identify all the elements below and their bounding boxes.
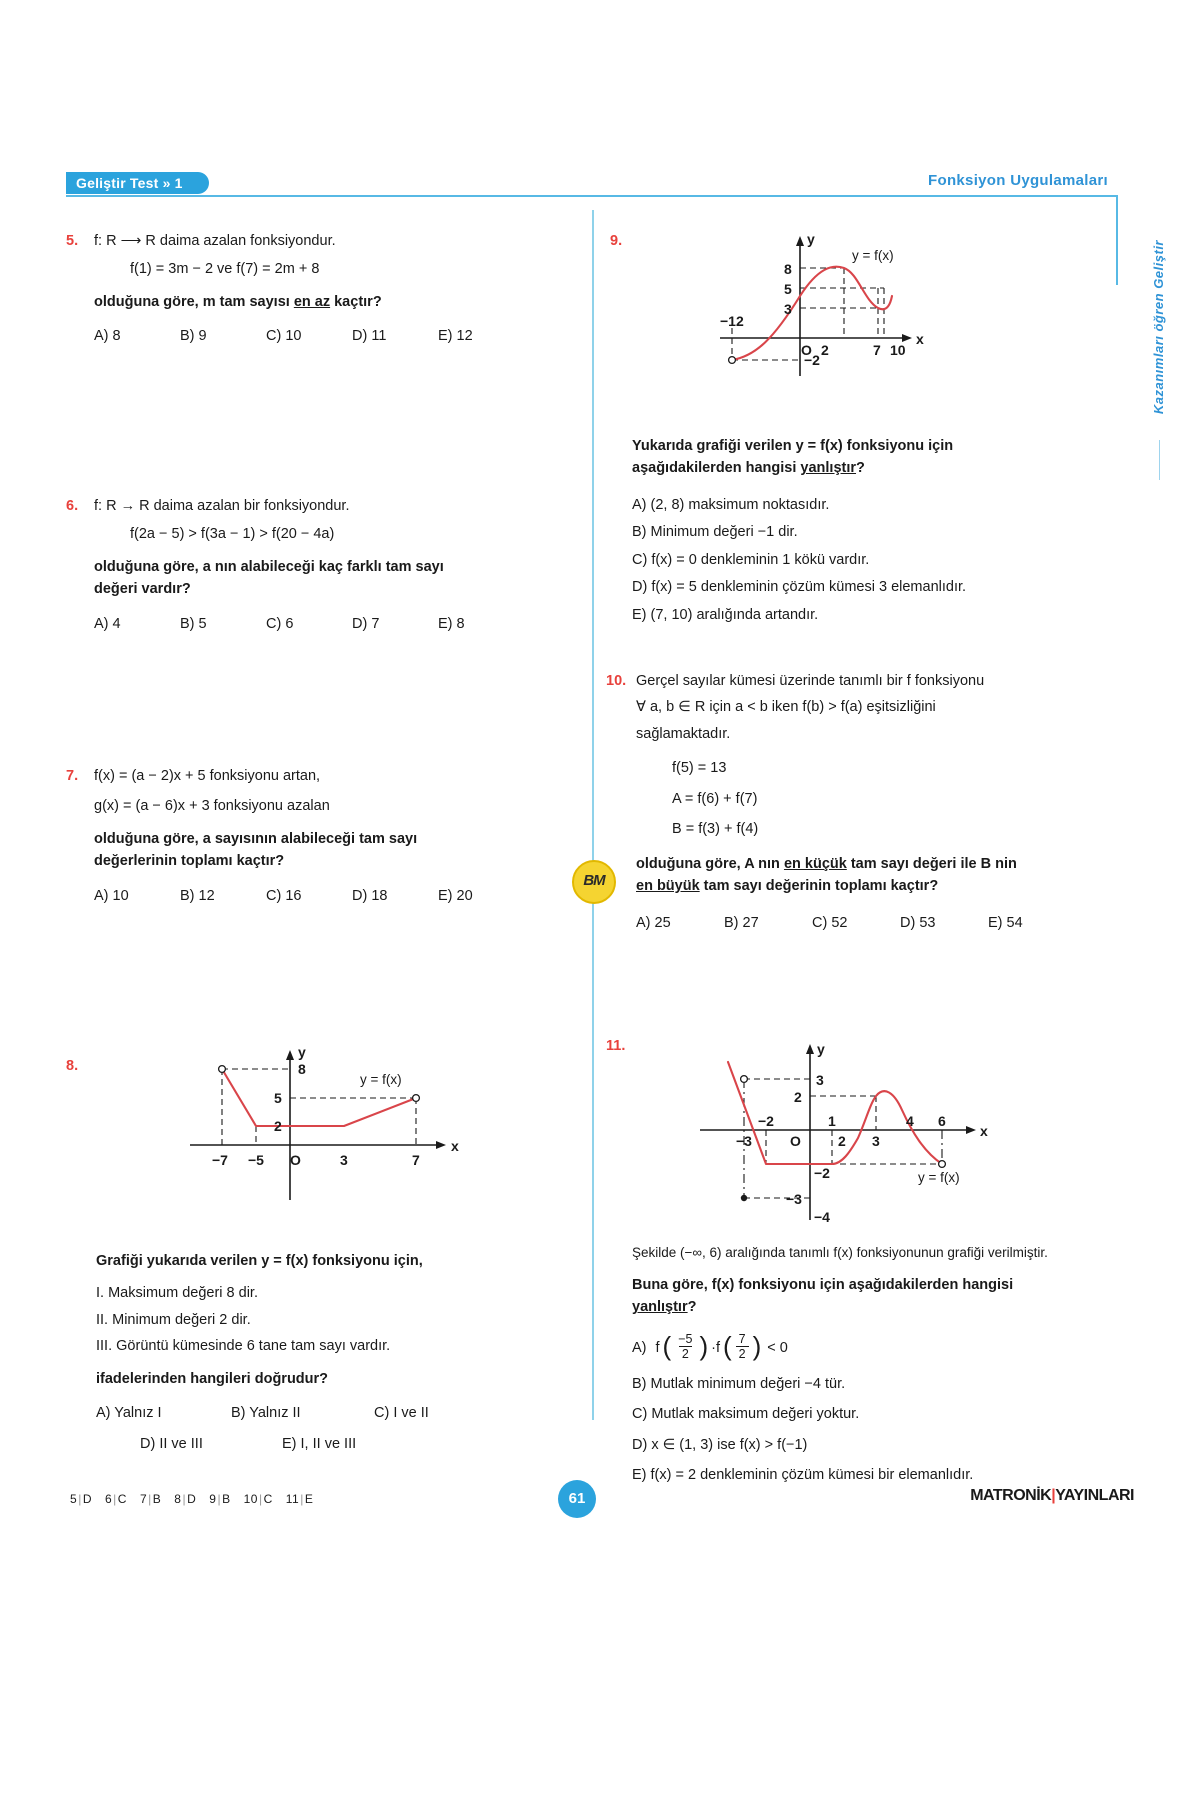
question-10-prompt-a: olduğuna göre, A nın bbox=[636, 855, 784, 872]
graph-9-y-axis-label: y bbox=[807, 231, 815, 247]
graph-9-ytick-8: 8 bbox=[784, 261, 792, 277]
question-7-option-d[interactable]: D) 18 bbox=[352, 887, 388, 904]
answer-key-item-9: 9|B bbox=[209, 1492, 231, 1506]
graph-9-function-label: y = f(x) bbox=[852, 248, 894, 263]
graph-9-xtick-7: 7 bbox=[873, 342, 881, 358]
graph-11-xtick-2: 2 bbox=[838, 1133, 846, 1149]
graph-11-x-axis-label: x bbox=[980, 1123, 988, 1139]
question-6 bbox=[66, 495, 566, 635]
question-5-option-c[interactable]: C) 10 bbox=[266, 328, 302, 345]
graph-9-ytick-5: 5 bbox=[784, 281, 792, 297]
question-11-fraction-2 bbox=[736, 1332, 749, 1362]
question-5-line-1: f: R ⟶ R daima azalan fonksiyondur. bbox=[94, 233, 336, 249]
graph-8-xtick-7: 7 bbox=[412, 1152, 420, 1168]
question-9-text bbox=[632, 435, 1052, 626]
question-8-option-b[interactable]: B) Yalnız II bbox=[231, 1405, 301, 1422]
chapter-title: Fonksiyon Uygulamaları bbox=[928, 172, 1108, 189]
question-10-eq-2: A = f(6) + f(7) bbox=[672, 790, 758, 807]
question-11-option-a-label: A) bbox=[632, 1339, 647, 1356]
question-11-option-a[interactable] bbox=[632, 1331, 1062, 1365]
question-11-option-a-fn1: f bbox=[655, 1339, 660, 1356]
question-11-stem-underline: yanlıştır bbox=[632, 1299, 688, 1316]
question-6-line-1: f: R → R daima azalan bir fonksiyondur. bbox=[94, 498, 350, 514]
graph-9-ytick-3: 3 bbox=[784, 301, 792, 317]
page-number: 61 bbox=[558, 1480, 596, 1518]
answer-key-q-10: 10 bbox=[243, 1492, 258, 1506]
answer-key-a-10: C bbox=[263, 1492, 273, 1506]
graph-8-xtick-3: 3 bbox=[340, 1152, 348, 1168]
question-10-option-a[interactable]: A) 25 bbox=[636, 914, 671, 931]
graph-8-function-label: y = f(x) bbox=[360, 1072, 402, 1087]
question-7-option-a[interactable]: A) 10 bbox=[94, 887, 129, 904]
question-6-number: 6. bbox=[66, 498, 79, 514]
question-11-options bbox=[632, 1331, 1062, 1487]
graph-11-xtick-1: 1 bbox=[828, 1113, 836, 1129]
graph-11-function-label: y = f(x) bbox=[918, 1170, 960, 1185]
question-9-option-d[interactable]: D) f(x) = 5 denkleminin çözüm kümesi 3 elemanlıdır. bbox=[632, 579, 967, 596]
paren-open-1-icon: ( bbox=[662, 1331, 672, 1362]
answer-key-item-8: 8|D bbox=[174, 1492, 197, 1506]
question-11-stem-post: ? bbox=[687, 1299, 697, 1316]
question-8-option-c[interactable]: C) I ve II bbox=[374, 1405, 429, 1422]
question-8-text bbox=[96, 1250, 576, 1455]
question-8-option-a[interactable]: A) Yalnız I bbox=[96, 1405, 162, 1422]
question-10-number: 10. bbox=[606, 673, 627, 689]
question-10-options bbox=[636, 912, 1066, 934]
question-9-stem-line-2 bbox=[632, 457, 1052, 479]
question-11-fraction-1 bbox=[675, 1332, 695, 1362]
fraction-2-numerator: 7 bbox=[738, 1331, 746, 1346]
paren-close-1-icon: ) bbox=[699, 1331, 709, 1362]
question-11-stem-bold bbox=[632, 1274, 1062, 1319]
question-11-option-c[interactable]: C) Mutlak maksimum değeri yoktur. bbox=[632, 1406, 860, 1423]
question-5-options bbox=[94, 325, 566, 347]
question-9-option-c[interactable]: C) f(x) = 0 denkleminin 1 kökü vardır. bbox=[632, 551, 870, 568]
question-7 bbox=[66, 765, 566, 907]
question-5-line-2: f(1) = 3m − 2 ve f(7) = 2m + 8 bbox=[130, 261, 320, 278]
answer-key-a-5: D bbox=[82, 1492, 92, 1506]
question-8-stem: Grafiği yukarıda verilen y = f(x) fonksiyonu için, bbox=[96, 1253, 423, 1269]
question-7-prompt-line-1: olduğuna göre, a sayısının alabileceği tam sayı bbox=[94, 830, 418, 847]
question-10-prompt-c: tam sayı değerinin toplamı kaçtır? bbox=[699, 878, 939, 895]
answer-key-item-6: 6|C bbox=[104, 1492, 127, 1506]
question-11-graph bbox=[690, 1030, 990, 1230]
answer-key-q-11: 11 bbox=[285, 1492, 300, 1506]
graph-11-axes bbox=[700, 1044, 976, 1220]
graph-11-svg bbox=[690, 1030, 990, 1230]
test-tab-label: Geliştir Test » 1 bbox=[66, 172, 209, 194]
publisher-brand bbox=[970, 1487, 1134, 1505]
question-10-option-d[interactable]: D) 53 bbox=[900, 914, 936, 931]
graph-8-origin-label: O bbox=[290, 1152, 301, 1168]
graph-11-ytick-3: 3 bbox=[816, 1072, 824, 1088]
question-10-prompt bbox=[636, 853, 1066, 898]
question-10-option-b[interactable]: B) 27 bbox=[724, 914, 759, 931]
question-7-option-e[interactable]: E) 20 bbox=[438, 887, 473, 904]
graph-8-svg bbox=[170, 1040, 490, 1210]
question-9-graph bbox=[700, 228, 960, 383]
question-7-number: 7. bbox=[66, 768, 79, 784]
question-6-line-2: f(2a − 5) > f(3a − 1) > f(20 − 4a) bbox=[130, 526, 335, 543]
answer-key bbox=[70, 1492, 313, 1506]
question-5-option-d[interactable]: D) 11 bbox=[352, 328, 387, 345]
question-9-option-a[interactable]: A) (2, 8) maksimum noktasıdır. bbox=[632, 496, 830, 513]
question-8-option-e[interactable]: E) I, II ve III bbox=[282, 1435, 357, 1452]
side-rule-divider bbox=[1159, 440, 1160, 480]
fraction-1-numerator: −5 bbox=[678, 1331, 693, 1346]
question-5-option-b[interactable]: B) 9 bbox=[180, 328, 207, 345]
question-8-options-row-1 bbox=[96, 1402, 576, 1424]
question-5-prompt-underline: en az bbox=[293, 293, 331, 310]
question-5-option-a[interactable]: A) 8 bbox=[94, 328, 121, 345]
paren-open-2-icon: ( bbox=[723, 1331, 732, 1362]
graph-8-ytick-2: 2 bbox=[274, 1118, 282, 1134]
graph-11-xtick-3: 3 bbox=[872, 1133, 880, 1149]
question-7-options bbox=[94, 885, 566, 907]
graph-9-xtick-m12: −12 bbox=[720, 313, 744, 329]
question-9-stem-underline: yanlıştır bbox=[800, 460, 857, 477]
question-8-roman-3: III. Görüntü kümesinde 6 tane tam sayı vardır. bbox=[96, 1338, 391, 1355]
graph-9-x-axis-label: x bbox=[916, 331, 924, 347]
question-8-roman-1: I. Maksimum değeri 8 dir. bbox=[96, 1285, 258, 1302]
question-11-stem-bold-line-1: Buna göre, f(x) fonksiyonu için aşağıdakilerden hangisi bbox=[632, 1276, 1014, 1293]
question-5-prompt-pre: olduğuna göre, m tam sayısı bbox=[94, 293, 294, 310]
question-9-option-e[interactable]: E) (7, 10) aralığında artandır. bbox=[632, 606, 819, 623]
question-7-option-b[interactable]: B) 12 bbox=[180, 887, 215, 904]
question-6-options bbox=[94, 613, 566, 635]
question-10-line-2: ∀ a, b ∈ R için a < b iken f(b) > f(a) eşitsizliğini bbox=[636, 699, 936, 716]
question-10-prompt-u1: en küçük bbox=[783, 855, 847, 872]
graph-8-xtick-m5: −5 bbox=[248, 1152, 264, 1168]
question-5 bbox=[66, 230, 566, 348]
answer-key-q-7: 7 bbox=[139, 1492, 148, 1506]
question-11-option-a-tail: < 0 bbox=[767, 1339, 788, 1356]
bm-badge: BM bbox=[572, 860, 616, 904]
page-header bbox=[66, 172, 1118, 202]
question-7-prompt-line-2: değerlerinin toplamı kaçtır? bbox=[94, 853, 285, 870]
question-10-line-1: Gerçel sayılar kümesi üzerinde tanımlı bir f fonksiyonu bbox=[636, 673, 985, 689]
brand-separator-icon: | bbox=[1051, 1487, 1056, 1504]
answer-key-a-9: B bbox=[222, 1492, 231, 1506]
question-9-option-b[interactable]: B) Minimum değeri −1 dir. bbox=[632, 524, 798, 541]
question-10-equations bbox=[636, 757, 1066, 840]
question-11-text bbox=[632, 1243, 1062, 1487]
answer-key-a-11: E bbox=[304, 1492, 314, 1506]
graph-11-y-axis-label: y bbox=[817, 1041, 825, 1057]
graph-9-origin-label: O bbox=[801, 342, 812, 358]
question-9-stem-line-1: Yukarıda grafiği verilen y = f(x) fonksiyonu için bbox=[632, 438, 954, 454]
answer-key-item-10: 10|C bbox=[243, 1492, 273, 1506]
fraction-1-denominator: 2 bbox=[679, 1346, 692, 1361]
graph-9-ytick-m2: −2 bbox=[804, 352, 820, 368]
question-10 bbox=[606, 670, 1066, 934]
question-10-prompt-u2: en büyük bbox=[636, 878, 700, 895]
column-divider bbox=[592, 210, 594, 1420]
question-11-option-e[interactable]: E) f(x) = 2 denkleminin çözüm kümesi bir elemanlıdır. bbox=[632, 1467, 974, 1484]
question-8-option-d[interactable]: D) II ve III bbox=[140, 1435, 203, 1452]
graph-11-xtick-6: 6 bbox=[938, 1113, 946, 1129]
question-6-prompt-line-2: değeri vardır? bbox=[94, 581, 191, 598]
graph-11-ytick-m4: −4 bbox=[814, 1209, 830, 1225]
graph-9-xtick-10: 10 bbox=[890, 342, 906, 358]
question-10-option-c[interactable]: C) 52 bbox=[812, 914, 848, 931]
question-10-option-e[interactable]: E) 54 bbox=[988, 914, 1023, 931]
question-11-stem-light: Şekilde (−∞, 6) aralığında tanımlı f(x) fonksiyonunun grafiği verilmiştir. bbox=[632, 1245, 1048, 1260]
question-8-options-row-2 bbox=[96, 1433, 576, 1455]
graph-11-xtick-4: 4 bbox=[906, 1113, 914, 1129]
question-6-option-e[interactable]: E) 8 bbox=[438, 615, 465, 632]
question-8-roman-2: II. Minimum değeri 2 dir. bbox=[96, 1311, 251, 1328]
graph-11-ytick-m3: −3 bbox=[786, 1191, 802, 1207]
question-6-option-a[interactable]: A) 4 bbox=[94, 615, 121, 632]
question-9-stem-pre: aşağıdakilerden hangisi bbox=[632, 460, 801, 477]
graph-11-origin-label: O bbox=[790, 1133, 801, 1149]
answer-key-a-7: B bbox=[152, 1492, 162, 1506]
side-vertical-label: Kazanımları öğren Geliştir bbox=[1151, 240, 1166, 415]
question-6-prompt-line-1: olduğuna göre, a nın alabileceği kaç farklı tam sayı bbox=[94, 558, 444, 575]
question-11-option-d[interactable]: D) x ∈ (1, 3) ise f(x) > f(−1) bbox=[632, 1436, 808, 1453]
question-8-prompt: ifadelerinden hangileri doğrudur? bbox=[96, 1370, 329, 1387]
graph-9-xtick-2: 2 bbox=[821, 342, 829, 358]
answer-key-item-7: 7|B bbox=[139, 1492, 162, 1506]
question-10-prompt-b: tam sayı değeri ile B nin bbox=[846, 855, 1017, 872]
brand-name: MATRONİK bbox=[970, 1487, 1052, 1504]
question-11-option-a-mid: ·f bbox=[711, 1339, 720, 1356]
question-6-option-c[interactable]: C) 6 bbox=[266, 615, 294, 632]
question-7-option-c[interactable]: C) 16 bbox=[266, 887, 302, 904]
answer-key-q-8: 8 bbox=[174, 1492, 182, 1506]
question-11-number: 11. bbox=[606, 1038, 626, 1054]
question-5-option-e[interactable]: E) 12 bbox=[438, 328, 473, 345]
header-rule bbox=[66, 195, 1118, 197]
graph-8-y-axis-label: y bbox=[298, 1044, 306, 1060]
graph-11-xtick-m2: −2 bbox=[758, 1113, 774, 1129]
graph-11-ytick-2: 2 bbox=[794, 1089, 802, 1105]
graph-11-ytick-m2: −2 bbox=[814, 1165, 830, 1181]
graph-8-xtick-m7: −7 bbox=[212, 1152, 228, 1168]
question-10-eq-1: f(5) = 13 bbox=[672, 760, 727, 777]
graph-9-svg bbox=[700, 228, 960, 383]
answer-key-a-8: D bbox=[187, 1492, 197, 1506]
graph-8-ytick-8: 8 bbox=[298, 1061, 306, 1077]
question-7-line-2: g(x) = (a − 6)x + 3 fonksiyonu azalan bbox=[94, 798, 330, 815]
answer-key-item-5: 5|D bbox=[70, 1492, 92, 1506]
question-5-number: 5. bbox=[66, 233, 79, 249]
question-9-options bbox=[632, 494, 1052, 626]
question-11-option-b[interactable]: B) Mutlak minimum değeri −4 tür. bbox=[632, 1375, 846, 1392]
question-10-eq-3: B = f(3) + f(4) bbox=[672, 821, 759, 838]
graph-8-ytick-5: 5 bbox=[274, 1090, 282, 1106]
fraction-2-denominator: 2 bbox=[736, 1346, 749, 1361]
graph-11-xtick-m3: −3 bbox=[736, 1133, 752, 1149]
question-7-line-1: f(x) = (a − 2)x + 5 fonksiyonu artan, bbox=[94, 768, 321, 784]
answer-key-q-6: 6 bbox=[104, 1492, 113, 1506]
answer-key-q-9: 9 bbox=[209, 1492, 217, 1506]
paren-close-2-icon: ) bbox=[752, 1331, 762, 1362]
graph-8-x-axis-label: x bbox=[451, 1138, 459, 1154]
question-5-prompt-post: kaçtır? bbox=[330, 293, 382, 310]
question-9-stem-post: ? bbox=[856, 460, 865, 477]
question-6-option-b[interactable]: B) 5 bbox=[180, 615, 207, 632]
answer-key-q-5: 5 bbox=[70, 1492, 78, 1506]
question-5-prompt bbox=[94, 291, 566, 313]
question-6-option-d[interactable]: D) 7 bbox=[352, 615, 380, 632]
answer-key-item-11: 11|E bbox=[285, 1492, 314, 1506]
question-10-line-3: sağlamaktadır. bbox=[636, 725, 731, 742]
brand-suffix: YAYINLARI bbox=[1055, 1487, 1134, 1504]
answer-key-a-6: C bbox=[117, 1492, 127, 1506]
question-8-number: 8. bbox=[66, 1058, 79, 1074]
question-8-roman-list bbox=[96, 1282, 576, 1357]
question-9-number: 9. bbox=[610, 233, 623, 249]
question-8-graph bbox=[170, 1040, 490, 1210]
